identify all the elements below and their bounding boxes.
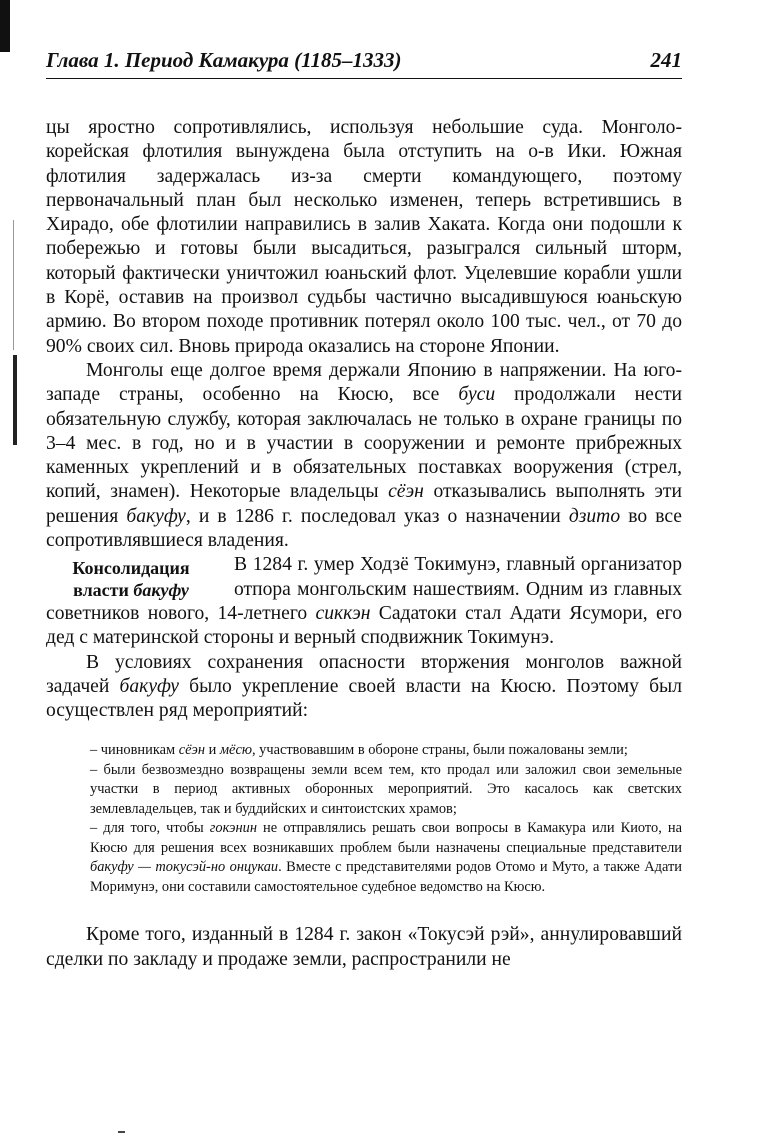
paragraph: Монголы еще долгое время держали Японию в напряжении. На юго-западе страны, особенно на Кюсю, все буси продолжали нести обязательную службу, которая заключалась не только в охране границы по 3–4 мес. в год, но и в участии в сооружении и ремонте прибрежных каменных укреплений и в обязательных поставках вооружения (стрел, копий, знамен). Некоторые владельцы сёэн отказывались выполнять эти решения бакуфу, и в 1286 г. последовал указ о назначении дзито во все сопротивлявшиеся владения.: [46, 359, 682, 552]
scan-edge-mark: [0, 0, 10, 52]
section-block: [46, 553, 682, 650]
scan-speck: [118, 1131, 125, 1133]
body-text: [46, 116, 682, 972]
paragraph: В условиях сохранения опасности вторжения монголов важной задачей бакуфу было укрепление своей власти на Кюсю. Поэтому был осуществлен ряд мероприятий:: [46, 651, 682, 722]
list-item: – чиновникам сёэн и мёсю, участвовавшим в обороне страны, были пожалованы земли;: [90, 742, 628, 759]
list-item: – для того, чтобы гокэнин не отправлялись решать свои вопросы в Камакура или Киото, на Кюсю для решения всех возникавших проблем были назначены специальные представители бакуфу — токусэй-но онцукаи. Вместе с представителями родов Отомо и Муто, а также Адати Моримунэ, они составили самостоятельное судебное ведомство на Кюсю.: [90, 820, 682, 895]
margin-scan-mark: [13, 220, 14, 350]
running-header: [46, 48, 682, 79]
measures-list: [90, 741, 682, 897]
margin-scan-mark: [13, 355, 17, 445]
paragraph: Кроме того, изданный в 1284 г. закон «Токусэй рэй», аннулировавший сделки по закладу и продаже земли, распространили не: [46, 924, 682, 970]
page-number: 241: [650, 48, 682, 72]
list-item: – были безвозмездно возвращены земли всем тем, кто продал или заложил свои земельные участки в период активных оборонных мероприятий. Это касалось как светских землевладельцев, так и буддийских и синтоистских храмов;: [90, 761, 682, 817]
paragraph: В 1284 г. умер Ходзё Токимунэ, главный организатор отпора монгольским нашествиям. Одним из главных советников нового, 14-летнего сиккэн Садатоки стал Адати Ясумори, его дед с материнской стороны и верный сподвижник Токимунэ.: [46, 554, 682, 649]
side-heading: Консолидация власти бакуфу: [72, 558, 190, 601]
paragraph: цы яростно сопротивлялись, используя небольшие суда. Монголо-корейская флотилия вынуждена была отступить на о-в Ики. Южная флотилия задержалась из-за смерти командующего, поэтому первоначальный план был несколько изменен, теперь встретившись в Хирадо, обе флотилии направились в залив Хаката. Когда они подошли к побережью и готовы были высадиться, разыгрался сильный шторм, который фактически уничтожил юаньский флот. Уцелевшие корабли ушли в Корё, оставив на произвол судьбы частично высадившуюся юаньскую армию. Во втором походе противник потерял около 100 тыс. чел., от 70 до 90% своих сил. Вновь природа оказались на стороне Японии.: [46, 117, 682, 357]
chapter-title: Глава 1. Период Камакура (1185–1333): [46, 48, 402, 72]
